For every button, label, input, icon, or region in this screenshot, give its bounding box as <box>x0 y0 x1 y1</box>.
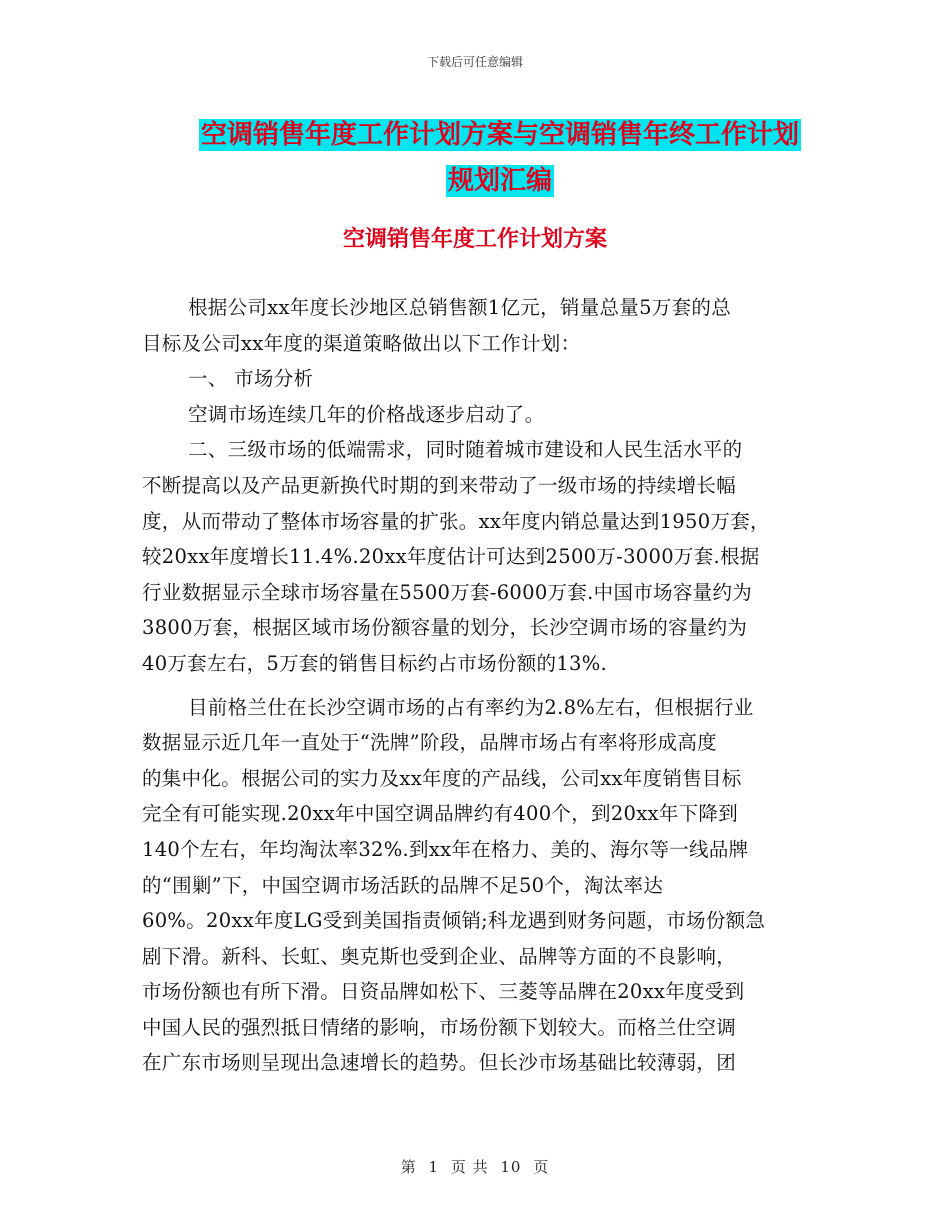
document-title-line-2: 规划汇编 <box>447 166 552 196</box>
footer-prefix: 第 <box>400 1158 417 1176</box>
document-title <box>150 112 850 204</box>
paragraph-line: 60%。20xx年度LG受到美国指责倾销;科龙遇到财务问题，市场份额急 <box>142 909 766 933</box>
paragraph-line: 的集中化。根据公司的实力及xx年度的产品线，公司xx年度销售目标 <box>142 766 742 790</box>
paragraph-line: 目前格兰仕在长沙空调市场的占有率约为2.8%左右，但根据行业 <box>188 695 754 719</box>
section-heading-line: 一、 市场分析 <box>188 367 314 391</box>
paragraph-line: 较20xx年度增长11.4%.20xx年度估计可达到2500万-3000万套.根据 <box>142 545 760 569</box>
paragraph-line: 40万套左右，5万套的销售目标约占市场份额的13%. <box>142 651 608 675</box>
paragraph-line: 在广东市场则呈现出急速增长的趋势。但长沙市场基础比较薄弱，团 <box>142 1051 737 1075</box>
document-title-line-1: 空调销售年度工作计划方案与空调销售年终工作计划 <box>200 120 799 150</box>
paragraph-line: 中国人民的强烈抵日情绪的影响，市场份额下划较大。而格兰仕空调 <box>142 1015 737 1039</box>
paragraph-line: 行业数据显示全球市场容量在5500万套-6000万套.中国市场容量约为 <box>142 580 753 604</box>
paragraph-line: 140个左右，年均淘汰率32%.到xx年在格力、美的、海尔等一线品牌 <box>142 837 749 861</box>
paragraph-line: 的“围剿”下，中国空调市场活跃的品牌不足50个，淘汰率达 <box>142 873 664 897</box>
paragraph-line: 数据显示近几年一直处于“洗牌”阶段，品牌市场占有率将形成高度 <box>142 731 717 755</box>
paragraph-line: 不断提高以及产品更新换代时期的到来带动了一级市场的持续增长幅 <box>142 473 737 497</box>
paragraph-line: 二、三级市场的低端需求，同时随着城市建设和人民生活水平的 <box>188 438 743 462</box>
paragraph-line: 完全有可能实现.20xx年中国空调品牌约有400个，到20xx年下降到 <box>142 802 739 826</box>
document-body <box>142 290 818 1081</box>
header-note: 下载后可任意编辑 <box>426 55 523 69</box>
page-footer <box>0 1156 950 1177</box>
footer-suffix: 页 <box>533 1158 550 1176</box>
footer-mid: 页 共 <box>450 1158 489 1176</box>
paragraph-line: 根据公司xx年度长沙地区总销售额1亿元，销量总量5万套的总 <box>188 296 732 319</box>
paragraph-line: 市场份额也有所下滑。日资品牌如松下、三菱等品牌在20xx年度受到 <box>142 980 745 1004</box>
paragraph-line: 空调市场连续几年的价格战逐步启动了。 <box>188 402 545 426</box>
paragraph-line: 3800万套，根据区域市场份额容量的划分，长沙空调市场的容量约为 <box>142 616 748 640</box>
paragraph-line: 目标及公司xx年度的渠道策略做出以下工作计划： <box>142 331 581 355</box>
paragraph-line: 剧下滑。新科、长虹、奥克斯也受到企业、品牌等方面的不良影响， <box>142 944 737 968</box>
paragraph-line: 度，从而带动了整体市场容量的扩张。xx年度内销总量达到1950万套， <box>142 509 770 533</box>
footer-page-number: 1 <box>428 1158 440 1176</box>
section-title: 空调销售年度工作计划方案 <box>342 227 607 252</box>
footer-total-pages: 10 <box>500 1158 522 1176</box>
